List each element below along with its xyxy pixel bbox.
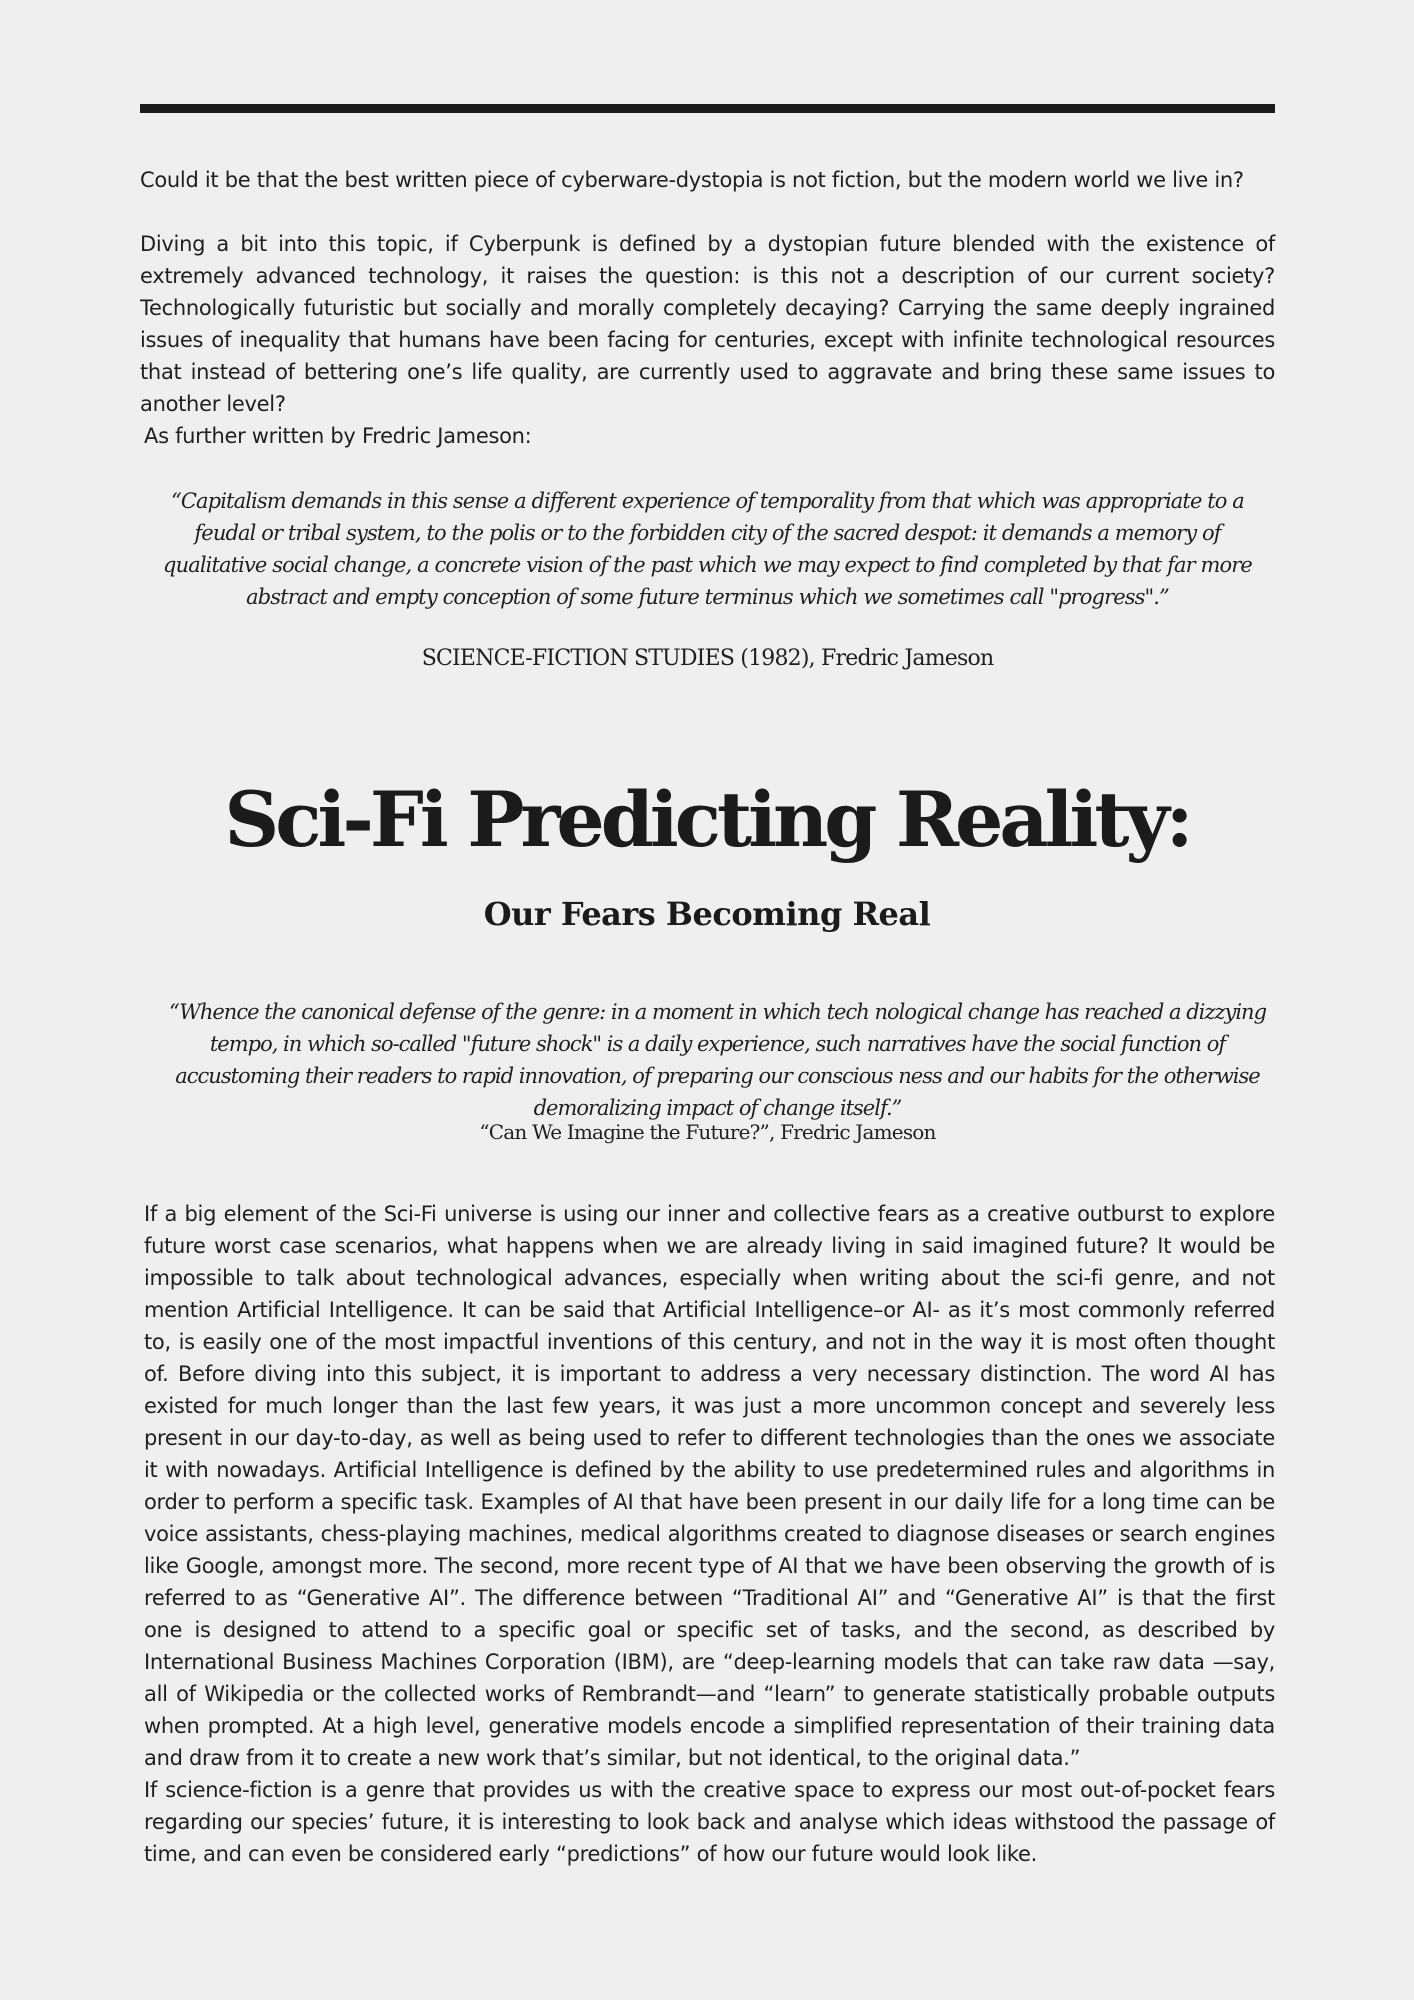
section-title: Sci-Fi Predicting Reality: bbox=[224, 775, 1190, 864]
quote-citation-1: SCIENCE-FICTION STUDIES (1982), Fredric Jameson bbox=[421, 646, 994, 671]
quote-citation-2: “Can We Imagine the Future?”, Fredric Jameson bbox=[479, 1120, 936, 1144]
jameson-quote-capitalism: “Capitalism demands in this sense a different experience of temporality from that which was appropriate to a feudal or tribal system, to the polis or to the forbidden city of the sacred despot: it demands a memory of qualitative social change, a concrete vision of the past which we may expect to find completed by that far more abstract and empty conception of some future terminus which we sometimes call "progress".” bbox=[163, 489, 1252, 609]
section-subtitle: Our Fears Becoming Real bbox=[483, 895, 931, 933]
body-paragraph-ai: If a big element of the Sci-Fi universe is using our inner and collective fears as a creative outburst to explore future worst case scenarios, what happens when we are already living in said imagined future? It would be impossible to talk about technological advances, especially when writing about the sci-fi genre, and not mention Artificial Intelligence. It can be said that Artificial Intelligence–or AI- as it’s most commonly referred to, is easily one of the most impactful inventions of this century, and not in the way it is most often thought of. Before diving into this subject, it is important to address a very necessary distinction. The word AI has existed for much longer than the last few years, it was just a more uncommon concept and severely less present in our day-to-day, as well as being used to refer to different technologies than the ones we associate it with nowadays. Artificial Intelligence is defined by the ability to use predetermined rules and algorithms in order to perform a specific task. Examples of AI that have been present in our daily life for a long time can be voice assistants, chess-playing machines, medical algorithms created to diagnose diseases or search engines like Google, amongst more. The second, more recent type of AI that we have been observing the growth of is referred to as “Generative AI”. The difference between “Traditional AI” and “Generative AI” is that the first one is designed to attend to a specific goal or specific set of tasks, and the second, as described by International Business Machines Corporation (IBM), are “deep-learning models that can take raw data —say, all of Wikipedia or the collected works of Rembrandt—and “learn” to generate statistically probable outputs when prompted. At a high level, generative models encode a simplified representation of their training data and draw from it to create a new work that’s similar, but not identical, to the original data.” bbox=[144, 1202, 1275, 1770]
body-paragraph-closing: If science-fiction is a genre that provides us with the creative space to express our most out-of-pocket fears regarding our species’ future, it is interesting to look back and analyse which ideas withstood the passage of time, and can even be considered early “predictions” of how our future would look like. bbox=[144, 1778, 1275, 1866]
intro-paragraph: Could it be that the best written piece of cyberware-dystopia is not fiction, but the modern world we live in? bbox=[140, 168, 1244, 192]
body-paragraph-cyberpunk: Diving a bit into this topic, if Cyberpunk is defined by a dystopian future blended with the existence of extremely advanced technology, it raises the question: is this not a description of our current society? Technologically futuristic but socially and morally completely decaying? Carrying the same deeply ingrained issues of inequality that humans have been facing for centuries, except with infinite technological resources that instead of bettering one’s life quality, are currently used to aggravate and bring these same issues to another level? bbox=[140, 232, 1275, 416]
quote-lead-in: As further written by Fredric Jameson: bbox=[144, 424, 532, 448]
top-divider bbox=[140, 104, 1275, 113]
jameson-quote-genre: “Whence the canonical defense of the genre: in a moment in which tech nological change has reached a dizzying tempo, in which so-called "future shock" is a daily experience, such narratives have the social function of accustoming their readers to rapid innovation, of preparing our conscious ness and our habits for the otherwise demoralizing impact of change itself.” bbox=[168, 1000, 1267, 1120]
